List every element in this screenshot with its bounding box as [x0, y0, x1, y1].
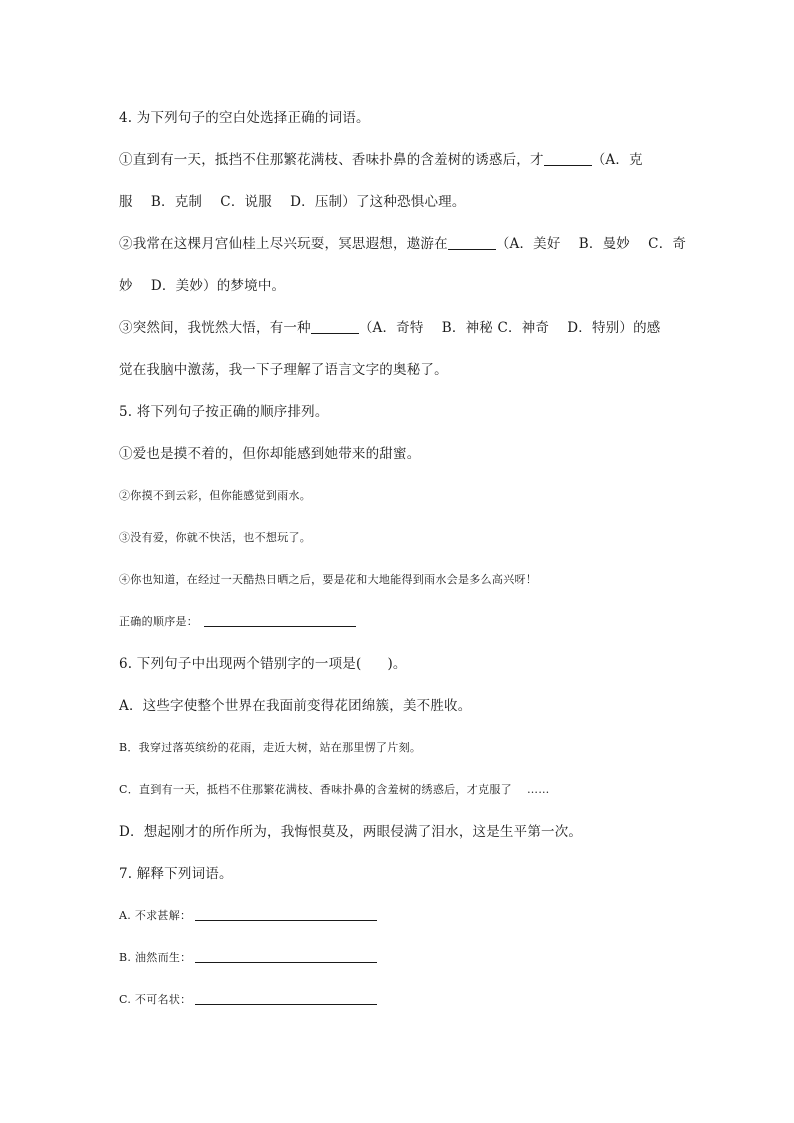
q5-sentence3: ③没有爱，你就不快活，也不想玩了。 [119, 531, 312, 544]
q7-heading: 7. 解释下列词语。 [119, 866, 233, 882]
q4-s3-text: ③突然间，我恍然大悟，有一种 [119, 320, 311, 336]
q4-s2-blank[interactable] [448, 237, 496, 250]
q4-s3-options-start: （A．奇特 B．神秘 C．神奇 D．特别）的感 [358, 320, 661, 336]
q5-answer-blank[interactable] [204, 614, 356, 627]
q7-a-label: A. 不求甚解： [119, 909, 192, 922]
q4-heading: 4. 为下列句子的空白处选择正确的词语。 [119, 110, 370, 126]
q5-heading: 5. 将下列句子按正确的顺序排列。 [119, 404, 329, 420]
q7-item-b [119, 948, 377, 968]
q4-s1-blank[interactable] [544, 153, 592, 166]
q6-heading-end: )。 [387, 656, 407, 672]
q4-sentence3-line1 [119, 318, 661, 338]
q4-sentence3-line2: 觉在我脑中激荡，我一下子理解了语言文字的奥秘了。 [119, 362, 448, 378]
q4-s1-options-start: （A．克 [591, 152, 643, 168]
q5-answer-label: 正确的顺序是： [119, 615, 199, 628]
q7-item-c [119, 990, 377, 1010]
q7-c-blank[interactable] [195, 992, 377, 1005]
q6-option-a: A．这些字使整个世界在我面前变得花团绵簇，美不胜收。 [119, 698, 472, 714]
q7-b-blank[interactable] [195, 950, 377, 963]
q5-sentence1: ①爱也是摸不着的，但你却能感到她带来的甜蜜。 [119, 446, 421, 462]
q5-answer-row [119, 612, 356, 632]
q7-a-blank[interactable] [195, 908, 377, 921]
q4-sentence1-line2: 服 B．克制 C．说服 D．压制）了这种恐惧心理。 [119, 194, 466, 210]
q7-b-label: B. 油然而生： [119, 951, 192, 964]
q6-heading [119, 654, 407, 674]
q4-s2-options-start: （A．美好 B．曼妙 C．奇 [495, 236, 687, 252]
q7-c-label: C. 不可名状： [119, 993, 192, 1006]
q4-sentence2-line1 [119, 234, 686, 254]
q7-item-a [119, 906, 377, 926]
q4-s2-text: ②我常在这棵月宫仙桂上尽兴玩耍，冥思遐想，遨游在 [119, 236, 448, 252]
q6-option-d: D．想起刚才的所作所为，我悔恨莫及，两眼侵满了泪水，这是生平第一次。 [119, 824, 583, 840]
q4-s3-blank[interactable] [311, 321, 359, 334]
q4-s1-text: ①直到有一天，抵挡不住那繁花满枝、香味扑鼻的含羞树的诱惑后，才 [119, 152, 544, 168]
q4-sentence1-line1 [119, 150, 643, 170]
q6-option-b: B．我穿过落英缤纷的花雨，走近大树，站在那里愣了片刻。 [119, 741, 422, 754]
q4-sentence2-line2: 妙 D．美妙）的梦境中。 [119, 278, 286, 294]
q5-sentence2: ②你摸不到云彩，但你能感觉到雨水。 [119, 489, 312, 502]
q6-heading-text: 6. 下列句子中出现两个错别字的一项是( [119, 656, 362, 672]
q6-option-c: C．直到有一天，抵档不住那繁花满枝、香味扑鼻的含羞树的绣惑后，才克服了 …… [119, 783, 550, 796]
q5-sentence4: ④你也知道，在经过一天酷热日晒之后，要是花和大地能得到雨水会是多么高兴呀！ [119, 573, 538, 586]
